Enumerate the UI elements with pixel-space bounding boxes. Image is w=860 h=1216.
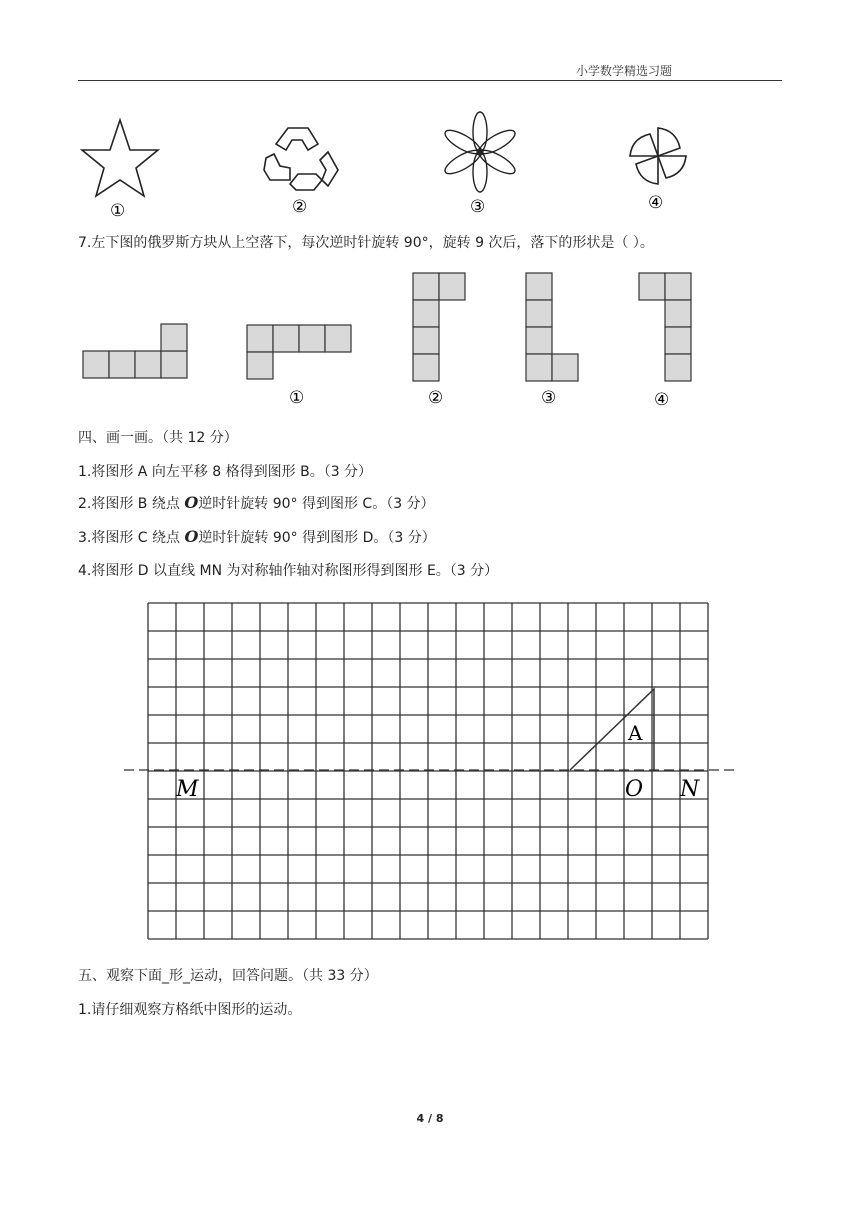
page-number: 4 / 8 [416, 1112, 444, 1125]
section4-title: 四、画一画。（共 12 分） [78, 430, 238, 446]
label-m: M [176, 777, 199, 802]
section5-title: 五、观察下面_形_运动，回答问题。（共 33 分） [78, 968, 378, 984]
option-label-4: ④ [654, 390, 670, 410]
section4-item-3: 3.将图形 C 绕点 O逆时针旋转 90° 得到图形 D。（3 分） [78, 527, 436, 546]
shape-label-3: ③ [470, 197, 486, 217]
section4-item-1: 1.将图形 A 向左平移 8 格得到图形 B。（3 分） [78, 464, 373, 480]
section4-item-2: 2.将图形 B 绕点 O逆时针旋转 90° 得到图形 C。（3 分） [78, 493, 435, 512]
shapes-row [70, 110, 710, 220]
option-label-3: ③ [541, 388, 557, 408]
square-grid [120, 595, 740, 945]
option-label-2: ② [428, 388, 444, 408]
point-o: O [184, 493, 199, 512]
section5-q1: 1.请仔细观察方格纸中图形的运动。 [78, 1002, 302, 1018]
point-o: O [184, 527, 199, 546]
shape-label-1: ① [110, 201, 126, 220]
label-o: O [625, 777, 644, 802]
page-header [78, 60, 782, 81]
q7-text: 7.左下图的俄罗斯方块从上空落下，每次逆时针旋转 90°，旋转 9 次后，落下的形状是（ ）。 [78, 235, 654, 251]
pinwheel-shape [630, 128, 686, 184]
recycle-shape [264, 128, 338, 190]
section4-item-4: 4.将图形 D 以直线 MN 为对称轴作轴对称图形得到图形 E。（3 分） [78, 563, 499, 579]
header-title: 小学数学精选习题 [575, 64, 672, 78]
label-a: A [628, 721, 643, 745]
shape-label-2: ② [292, 197, 308, 217]
star-shape [82, 120, 158, 196]
label-n: N [680, 777, 700, 802]
option-label-1: ① [289, 388, 305, 408]
tetris-figures [70, 265, 710, 413]
flower-shape [442, 112, 518, 192]
shape-label-4: ④ [648, 193, 664, 213]
